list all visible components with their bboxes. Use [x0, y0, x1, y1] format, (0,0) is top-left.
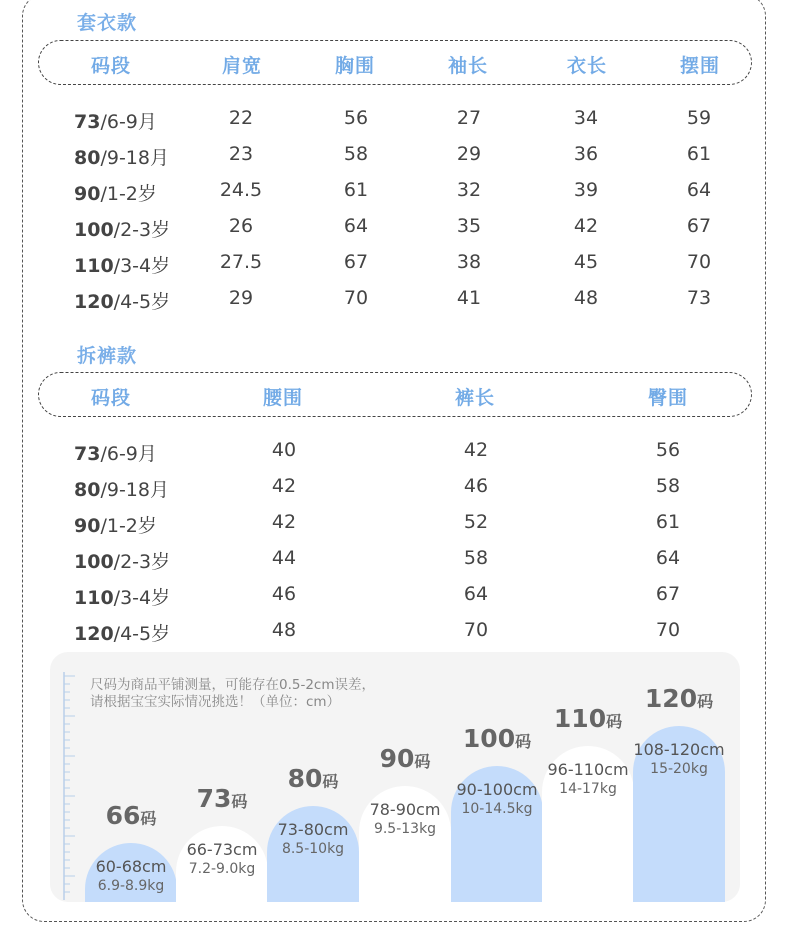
- value-cell: 64: [463, 583, 489, 605]
- size-cell: [74, 475, 169, 502]
- size-73-label: [197, 784, 248, 813]
- size-age: /3-4岁: [113, 255, 171, 277]
- header-hem: 摆围: [679, 55, 721, 77]
- size-number: 120: [74, 623, 114, 645]
- size-cell: [74, 547, 170, 574]
- value-cell: 48: [271, 619, 297, 641]
- size-unit: 码: [231, 792, 248, 811]
- size-number: 90: [74, 183, 101, 205]
- measurement-note-line2: 请根据宝宝实际情况挑选！（单位：cm）: [90, 694, 341, 710]
- table-row: [0, 437, 790, 465]
- table-row: [0, 509, 790, 537]
- size-age: /1-2岁: [100, 515, 157, 537]
- size-90-label: [380, 744, 431, 773]
- size-cell: [74, 287, 170, 314]
- table-row: [0, 249, 790, 277]
- size-number: 120: [644, 684, 698, 713]
- value-cell: 36: [573, 143, 599, 165]
- size-age: /4-5岁: [113, 623, 171, 645]
- size-age: /9-18月: [100, 479, 169, 501]
- romper-header-bar: [38, 372, 752, 417]
- size-number: 90: [74, 515, 101, 537]
- value-cell: 67: [686, 215, 712, 237]
- value-cell: 61: [655, 511, 681, 533]
- size-number: 110: [74, 255, 114, 277]
- value-cell: 42: [463, 439, 489, 461]
- value-cell: 24.5: [219, 179, 263, 201]
- value-cell: 40: [271, 439, 297, 461]
- value-cell: 70: [655, 619, 681, 641]
- header-sleeve: 袖长: [447, 55, 489, 77]
- header-hip: 臀围: [647, 387, 689, 409]
- set-header-bar: [38, 40, 752, 85]
- size-120-label: [645, 684, 713, 713]
- size-age: /2-3岁: [113, 551, 171, 573]
- size-100-label: [463, 724, 531, 753]
- height-range: 66-73cm: [186, 840, 258, 859]
- size-age: /4-5岁: [113, 291, 171, 313]
- value-cell: 58: [343, 143, 369, 165]
- height-range: 60-68cm: [95, 857, 167, 876]
- value-cell: 23: [228, 143, 254, 165]
- value-cell: 29: [228, 287, 254, 309]
- value-cell: 56: [343, 107, 369, 129]
- value-cell: 67: [655, 583, 681, 605]
- header-length: 衣长: [566, 55, 608, 77]
- size-number: 120: [74, 291, 114, 313]
- size-number: 100: [74, 551, 114, 573]
- value-cell: 61: [686, 143, 712, 165]
- size-number: 100: [462, 724, 516, 753]
- header-chest: 胸围: [334, 55, 376, 77]
- size-number: 80: [74, 479, 101, 501]
- size-number: 80: [287, 764, 323, 793]
- size-number: 110: [74, 587, 114, 609]
- size-66-label: [106, 801, 157, 830]
- height-range: 96-110cm: [547, 760, 629, 779]
- value-cell: 35: [456, 215, 482, 237]
- value-cell: 27.5: [219, 251, 263, 273]
- measurement-note-line1: 尺码为商品平铺测量，可能存在0.5-2cm误差，: [90, 677, 376, 693]
- size-cell: [74, 179, 157, 206]
- size-cell: [74, 107, 157, 134]
- header-size: 码段: [90, 55, 132, 77]
- table-row: [0, 617, 790, 645]
- table-row: [0, 581, 790, 609]
- value-cell: 58: [463, 547, 489, 569]
- size-number: 73: [196, 784, 232, 813]
- weight-range: 8.5-10kg: [281, 841, 345, 857]
- size-cell: [74, 439, 157, 466]
- weight-range: 14-17kg: [559, 781, 617, 797]
- size-age: /2-3岁: [113, 219, 171, 241]
- size-cell: [74, 215, 170, 242]
- value-cell: 52: [463, 511, 489, 533]
- value-cell: 73: [686, 287, 712, 309]
- value-cell: 64: [343, 215, 369, 237]
- header-waist: 腰围: [262, 387, 304, 409]
- header-shoulder: 肩宽: [221, 55, 263, 77]
- size-age: /1-2岁: [100, 183, 157, 205]
- value-cell: 70: [343, 287, 369, 309]
- size-cell: [74, 251, 170, 278]
- table-row: [0, 141, 790, 169]
- value-cell: 29: [456, 143, 482, 165]
- value-cell: 59: [686, 107, 712, 129]
- value-cell: 45: [573, 251, 599, 273]
- value-cell: 32: [456, 179, 482, 201]
- value-cell: 58: [655, 475, 681, 497]
- value-cell: 44: [271, 547, 297, 569]
- value-cell: 41: [456, 287, 482, 309]
- value-cell: 26: [228, 215, 254, 237]
- value-cell: 61: [343, 179, 369, 201]
- size-age: /3-4岁: [113, 587, 171, 609]
- size-number: 80: [74, 147, 101, 169]
- height-range: 78-90cm: [369, 800, 441, 819]
- value-cell: 64: [686, 179, 712, 201]
- size-number: 73: [74, 443, 101, 465]
- table-row: [0, 105, 790, 133]
- table-row: [0, 473, 790, 501]
- size-unit: 码: [414, 752, 431, 771]
- size-number: 90: [379, 744, 415, 773]
- value-cell: 46: [463, 475, 489, 497]
- table-row: [0, 285, 790, 313]
- weight-range: 6.9-8.9kg: [97, 878, 165, 894]
- value-cell: 22: [228, 107, 254, 129]
- value-cell: 70: [463, 619, 489, 641]
- value-cell: 67: [343, 251, 369, 273]
- size-number: 100: [74, 219, 114, 241]
- size-unit: 码: [606, 712, 623, 731]
- size-number: 66: [105, 801, 141, 830]
- size-cell: [74, 619, 170, 646]
- value-cell: 56: [655, 439, 681, 461]
- table-row: [0, 177, 790, 205]
- value-cell: 46: [271, 583, 297, 605]
- value-cell: 38: [456, 251, 482, 273]
- size-number: 73: [74, 111, 101, 133]
- height-range: 90-100cm: [456, 780, 538, 799]
- weight-range: 10-14.5kg: [461, 801, 533, 817]
- weight-range: 15-20kg: [650, 761, 708, 777]
- value-cell: 70: [686, 251, 712, 273]
- table-row: [0, 213, 790, 241]
- value-cell: 42: [271, 511, 297, 533]
- weight-range: 9.5-13kg: [373, 821, 437, 837]
- value-cell: 39: [573, 179, 599, 201]
- section-title-set: 套衣款: [77, 12, 138, 34]
- size-unit: 码: [515, 732, 532, 751]
- size-unit: 码: [697, 692, 714, 711]
- table-row: [0, 545, 790, 573]
- size-unit: 码: [322, 772, 339, 791]
- size-age: /9-18月: [100, 147, 169, 169]
- value-cell: 42: [271, 475, 297, 497]
- size-cell: [74, 511, 157, 538]
- size-80-label: [288, 764, 339, 793]
- value-cell: 27: [456, 107, 482, 129]
- header-size: 码段: [90, 387, 132, 409]
- size-110-label: [554, 704, 622, 733]
- header-pants-length: 裤长: [454, 387, 496, 409]
- size-cell: [74, 583, 170, 610]
- section-title-romper: 拆裤款: [77, 345, 138, 367]
- value-cell: 42: [573, 215, 599, 237]
- value-cell: 48: [573, 287, 599, 309]
- height-range: 73-80cm: [277, 820, 349, 839]
- value-cell: 34: [573, 107, 599, 129]
- size-cell: [74, 143, 169, 170]
- weight-range: 7.2-9.0kg: [188, 861, 256, 877]
- size-unit: 码: [140, 809, 157, 828]
- value-cell: 64: [655, 547, 681, 569]
- size-age: /6-9月: [100, 443, 157, 465]
- size-age: /6-9月: [100, 111, 157, 133]
- ruler-icon: [62, 672, 78, 900]
- size-number: 110: [553, 704, 607, 733]
- height-range: 108-120cm: [633, 740, 725, 759]
